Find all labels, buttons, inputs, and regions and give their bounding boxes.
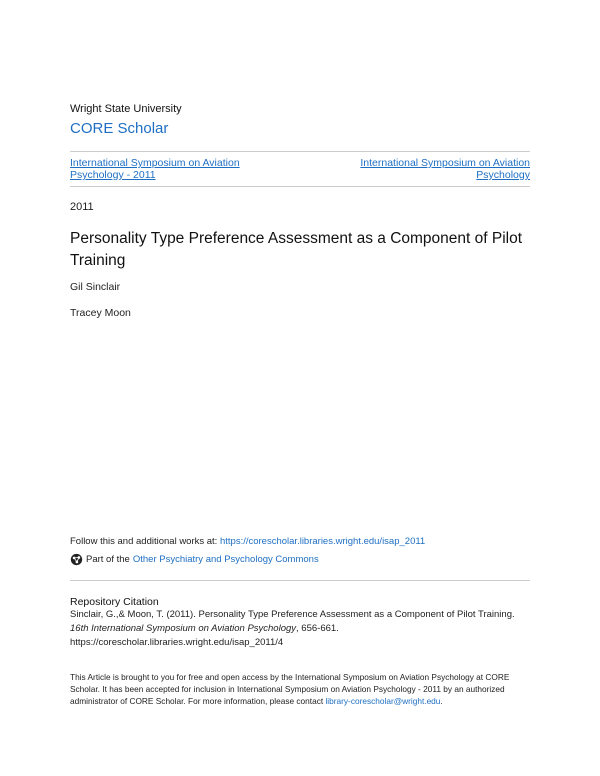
collection-left-line2: Psychology - 2011 bbox=[70, 169, 156, 181]
access-notice bbox=[70, 671, 540, 707]
collection-left-line1: International Symposium on Aviation bbox=[70, 157, 240, 169]
author-2: Tracey Moon bbox=[70, 307, 131, 319]
citation-heading: Repository Citation bbox=[70, 596, 159, 608]
divider-top bbox=[70, 151, 530, 152]
core-scholar-link[interactable]: CORE Scholar bbox=[70, 120, 169, 137]
contact-email-link[interactable]: library-corescholar@wright.edu bbox=[325, 696, 441, 706]
part-of-line bbox=[70, 553, 319, 566]
collection-right-line2: Psychology bbox=[476, 169, 530, 181]
follow-prefix: Follow this and additional works at: bbox=[70, 536, 220, 547]
commons-network-icon bbox=[70, 553, 83, 566]
cover-page bbox=[70, 0, 530, 776]
citation-body bbox=[70, 608, 540, 650]
citation-pages: , 656-661. bbox=[296, 623, 339, 634]
citation-proceedings: 16th International Symposium on Aviation Psychology bbox=[70, 623, 297, 634]
collection-link-series[interactable] bbox=[330, 157, 530, 181]
discipline-commons-link[interactable]: Other Psychiatry and Psychology Commons bbox=[132, 554, 319, 565]
citation-url: https://corescholar.libraries.wright.edu/isap_2011/4 bbox=[70, 637, 284, 648]
follow-url-link[interactable]: https://corescholar.libraries.wright.edu/isap_2011 bbox=[219, 536, 426, 547]
publication-year: 2011 bbox=[70, 201, 94, 213]
divider-middle bbox=[70, 186, 530, 187]
part-of-prefix: Part of the bbox=[86, 554, 130, 565]
university-name: Wright State University bbox=[70, 103, 182, 115]
follow-line bbox=[70, 536, 425, 547]
collection-link-2011[interactable] bbox=[70, 157, 270, 181]
divider-bottom bbox=[70, 580, 530, 581]
notice-end: . bbox=[440, 696, 443, 706]
article-title: Personality Type Preference Assessment as a Component of Pilot Training bbox=[70, 230, 523, 269]
citation-line-1: Sinclair, G.,& Moon, T. (2011). Personality Type Preference Assessment as a Component of Pilot Training. bbox=[70, 609, 515, 620]
notice-text: This Article is brought to you for free and open access by the International Symposium on Aviation Psychology at CORE Scholar. It has been accepted for inclusion in International Symposium on Aviation Psychology - 2011 by an authorized administrator of CORE Scholar. For more information, please contact bbox=[70, 672, 510, 706]
collection-right-line1: International Symposium on Aviation bbox=[360, 157, 530, 169]
author-1: Gil Sinclair bbox=[70, 281, 121, 293]
